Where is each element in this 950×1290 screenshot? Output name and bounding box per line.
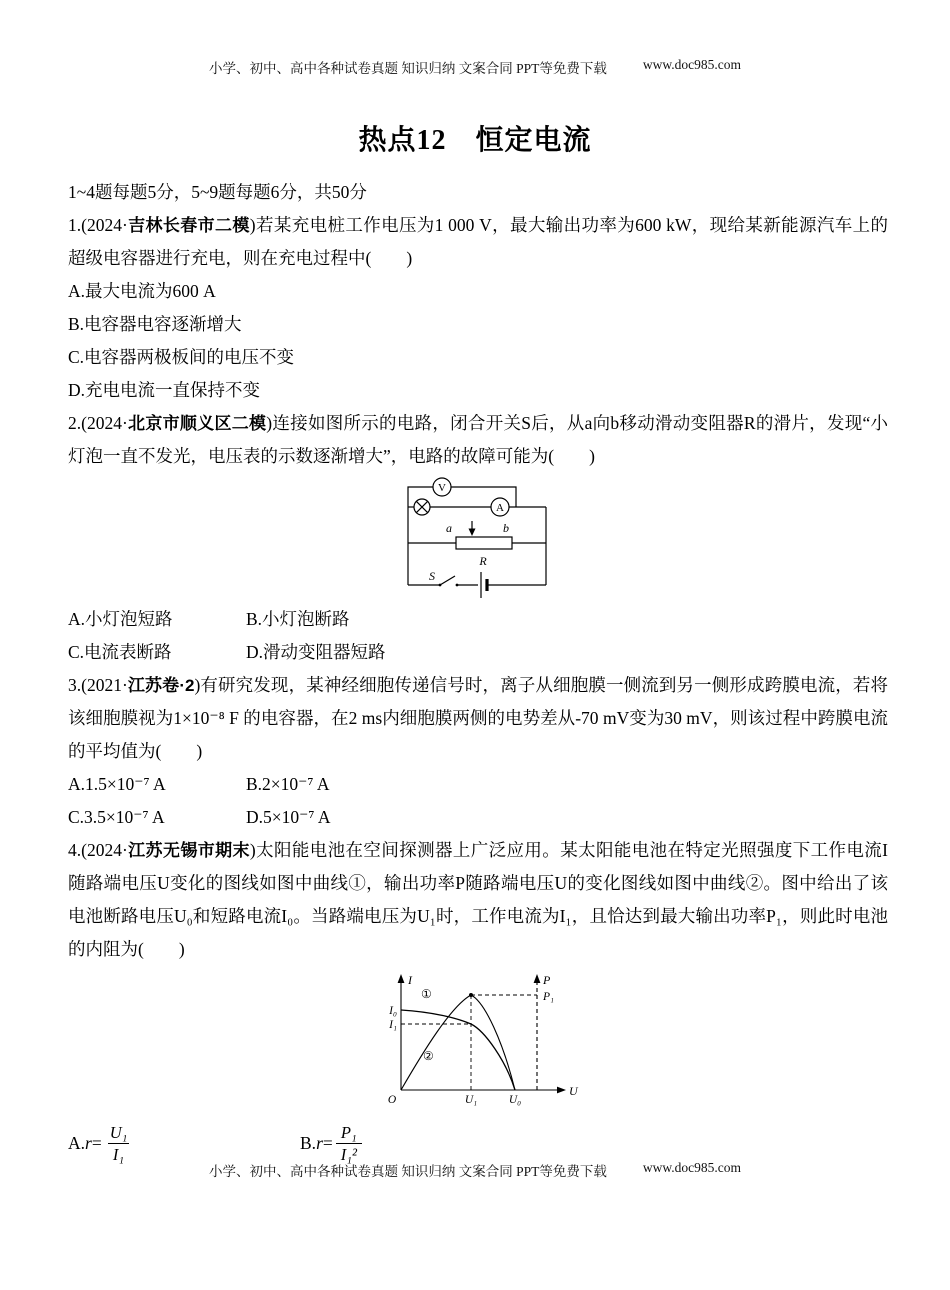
page-title: 热点12 恒定电流 bbox=[358, 125, 592, 156]
iv-power-graph bbox=[371, 968, 586, 1112]
q4-option-a-var: r bbox=[85, 1132, 92, 1153]
rheostat-icon bbox=[456, 537, 512, 549]
site-header bbox=[0, 57, 950, 77]
q4-option-b-eq: = bbox=[322, 1132, 333, 1153]
q3-stem: 有研究发现，某神经细胞传递信号时，离子从细胞膜一侧流到另一侧形成跨膜电流，若将该细胞膜视为1×10⁻⁸ F 的电容器，在2 ms内细胞膜两侧的电势差从-70 mV变为30 mV，则该过程中跨膜电流的平均值为( ) bbox=[68, 675, 888, 761]
header-text: 小学、初中、高中各种试卷真题 知识归纳 文案合同 PPT等免费下载 bbox=[209, 61, 607, 76]
q2-source: 北京市顺义区二模 bbox=[127, 414, 267, 433]
q1-option-d: D.充电电流一直保持不变 bbox=[68, 380, 261, 400]
ammeter-label: A bbox=[496, 502, 504, 514]
question-1 bbox=[68, 209, 888, 275]
graph-origin-label: O bbox=[387, 1094, 396, 1106]
terminal-a-label: a bbox=[446, 521, 452, 535]
q3-source: 江苏卷·2 bbox=[127, 676, 195, 695]
q4-option-b-label: B. bbox=[300, 1132, 317, 1153]
q1-number-source: 1.(2024· bbox=[68, 215, 128, 235]
q2-circuit-figure-wrap bbox=[68, 475, 888, 601]
q2-stem: 连接如图所示的电路，闭合开关S后，从a向b移动滑动变阻器R的滑片，发现“小灯泡一直不发光，电压表的示数逐渐增大”，电路的故障可能为( ) bbox=[68, 413, 889, 466]
question-3 bbox=[68, 669, 888, 768]
graph-u1-label: U₁ bbox=[464, 1094, 477, 1106]
footer-text: 小学、初中、高中各种试卷真题 知识归纳 文案合同 PPT等免费下载 bbox=[209, 1164, 607, 1179]
curve-2-badge: ② bbox=[422, 1049, 434, 1063]
graph-p1-label: P₁ bbox=[542, 991, 554, 1003]
q4-graph-figure-wrap bbox=[68, 968, 888, 1112]
q3-source-close: ) bbox=[194, 675, 201, 695]
wire bbox=[451, 487, 516, 507]
graph-x-label: U bbox=[568, 1084, 578, 1098]
q4-option-b-fraction bbox=[336, 1122, 362, 1165]
q3-option-a: A.1.5×10⁻⁷ A bbox=[68, 774, 166, 794]
x-axis-arrow bbox=[557, 1087, 566, 1094]
q4-option-b-var: r bbox=[316, 1132, 323, 1153]
q1-option-a: A.最大电流为600 A bbox=[68, 281, 216, 301]
q3-option-c: C.3.5×10⁻⁷ A bbox=[68, 807, 165, 827]
q4-option-a-label: A. bbox=[68, 1132, 86, 1153]
q2-options-cd bbox=[68, 636, 888, 669]
q1-source-close: ) bbox=[249, 215, 256, 235]
fraction-denominator: I₁² bbox=[336, 1143, 362, 1165]
graph-p-label: P bbox=[542, 973, 550, 987]
curve-2 bbox=[401, 995, 515, 1090]
switch-contact bbox=[439, 584, 442, 587]
q4-option-a-fraction bbox=[105, 1122, 133, 1165]
q4-source: 江苏无锡市期末 bbox=[127, 841, 250, 860]
voltmeter-label: V bbox=[438, 482, 446, 494]
max-power-point bbox=[469, 993, 473, 997]
site-footer bbox=[0, 1160, 950, 1180]
switch-lever bbox=[440, 576, 455, 585]
q4-option-b bbox=[300, 1122, 362, 1165]
graph-u0-label: U₀ bbox=[508, 1094, 521, 1106]
q4-number-source: 4.(2024· bbox=[68, 840, 128, 860]
q1-option-c: C.电容器两极板间的电压不变 bbox=[68, 347, 295, 367]
graph-i1-label: I₁ bbox=[388, 1019, 397, 1031]
footer-url: www.doc985.com bbox=[642, 1160, 741, 1175]
question-2 bbox=[68, 407, 888, 473]
fraction-numerator: U₁ bbox=[109, 1122, 128, 1142]
curve-1-badge: ① bbox=[420, 987, 432, 1001]
fraction-denominator: I₁ bbox=[108, 1143, 129, 1165]
y-axis-arrow bbox=[397, 974, 404, 983]
q2-number-source: 2.(2024· bbox=[68, 413, 128, 433]
score-note: 1~4题每题5分，5~9题每题6分，共50分 bbox=[68, 182, 367, 202]
q3-option-d: D.5×10⁻⁷ A bbox=[246, 807, 331, 827]
q4-option-a bbox=[68, 1122, 300, 1165]
graph-y-label: I bbox=[407, 973, 412, 987]
document-content bbox=[68, 176, 888, 1168]
q2-option-a: A.小灯泡短路 bbox=[68, 609, 173, 629]
q3-options-ab bbox=[68, 768, 888, 801]
q2-options-ab bbox=[68, 603, 888, 636]
q1-option-b: B.电容器电容逐渐增大 bbox=[68, 314, 242, 334]
circuit-diagram bbox=[394, 475, 562, 601]
q2-option-c: C.电流表断路 bbox=[68, 642, 172, 662]
header-url: www.doc985.com bbox=[642, 57, 741, 72]
graph-i0-label: I₀ bbox=[388, 1005, 397, 1017]
q2-source-close: ) bbox=[266, 413, 273, 433]
q2-option-d: D.滑动变阻器短路 bbox=[246, 642, 386, 662]
q4-stem: 太阳能电池在空间探测器上广泛应用。某太阳能电池在特定光照强度下工作电流I随路端电压U变化的图线如图中曲线①，输出功率P随路端电压U的变化图线如图中曲线②。图中给出了该电池断路电压U₀和短路电流I₀。当路端电压为U₁时，工作电流为I₁，且恰达到最大输出功率P₁，则此时电池的内阻为( ) bbox=[68, 840, 889, 959]
q4-option-a-eq: = bbox=[91, 1132, 102, 1153]
lamp-cross bbox=[416, 501, 427, 512]
p-axis-arrow bbox=[533, 974, 540, 983]
q4-source-close: ) bbox=[249, 840, 256, 860]
curve-1 bbox=[401, 1010, 515, 1090]
slider-arrow-head bbox=[469, 529, 476, 537]
q2-option-b: B.小灯泡断路 bbox=[246, 609, 350, 629]
switch-label: S bbox=[429, 569, 435, 583]
q1-source: 吉林长春市二模 bbox=[127, 216, 250, 235]
terminal-b-label: b bbox=[503, 521, 509, 535]
q3-options-cd bbox=[68, 801, 888, 834]
q1-stem: 若某充电桩工作电压为1 000 V，最大输出功率为600 kW，现给某新能源汽车上的超级电容器进行充电，则在充电过程中( ) bbox=[68, 215, 889, 268]
rheostat-label: R bbox=[479, 554, 487, 568]
q3-option-b: B.2×10⁻⁷ A bbox=[246, 774, 330, 794]
q3-number-source: 3.(2021· bbox=[68, 675, 128, 695]
question-4 bbox=[68, 834, 888, 966]
fraction-numerator: P₁ bbox=[340, 1122, 357, 1142]
